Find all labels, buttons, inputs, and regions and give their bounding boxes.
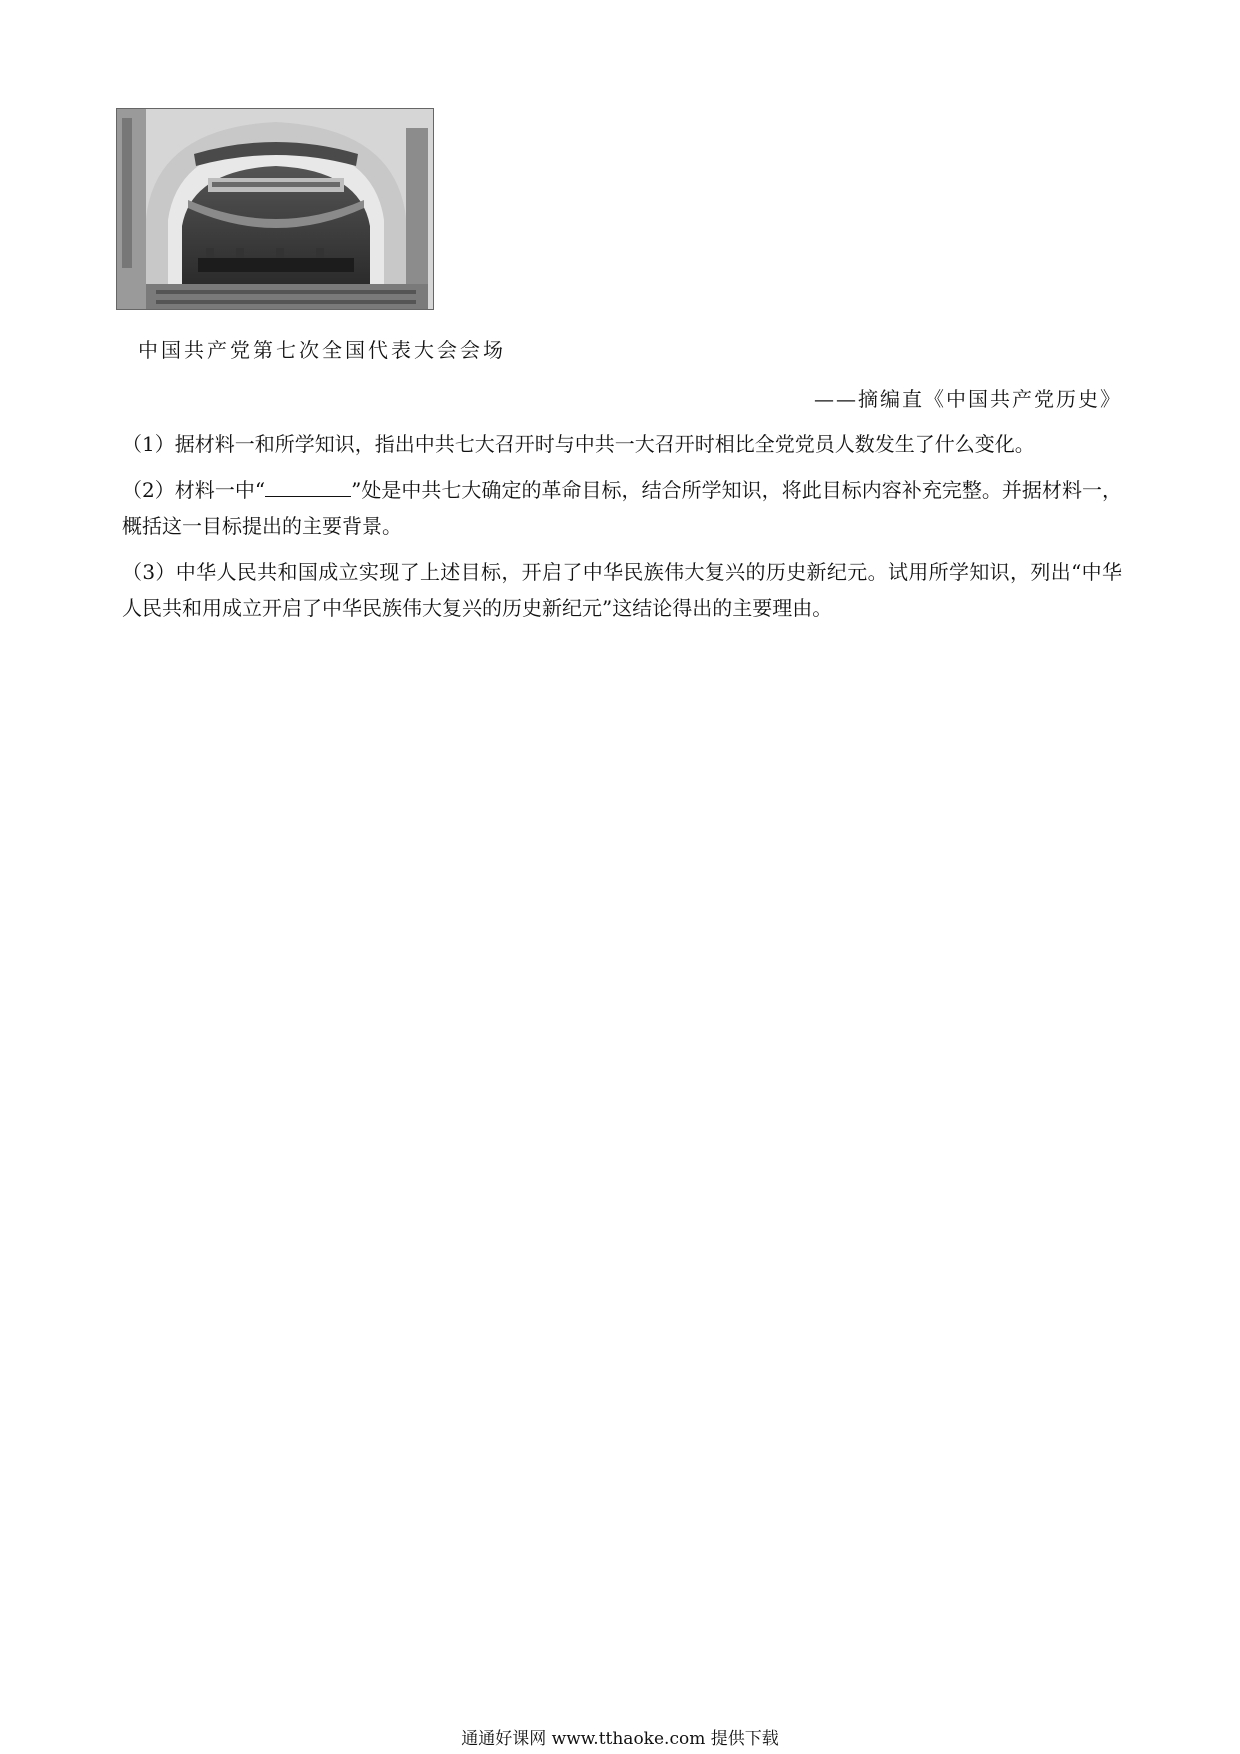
- question-list: [122, 426, 1122, 636]
- congress-venue-photo: [116, 108, 434, 310]
- source-citation: ——摘编直《中国共产党历史》: [814, 387, 1122, 411]
- question-2-part-2: ”处是中共七大确定的革命目标，结合所学知识，将此目标内容补充完整。并据材料一，概括这一目标提出的主要背景。: [122, 478, 1122, 538]
- question-2-part-1: （2）材料一中“: [122, 478, 266, 502]
- question-3: （3）中华人民共和国成立实现了上述目标，开启了中华民族伟大复兴的历史新纪元。试用所学知识，列出“中华人民共和用成立开启了中华民族伟大复兴的历史新纪元”这结论得出的主要理由。: [122, 560, 1122, 620]
- page-footer: 通通好课网 www.tthaoke.com 提供下载: [461, 1729, 779, 1749]
- question-1: （1）据材料一和所学知识，指出中共七大召开时与中共一大召开时相比全党党员人数发生了什么变化。: [122, 432, 1035, 456]
- photo-caption: 中国共产党第七次全国代表大会会场: [138, 338, 506, 362]
- question-2: [122, 472, 1122, 544]
- answer-blank[interactable]: [265, 476, 351, 497]
